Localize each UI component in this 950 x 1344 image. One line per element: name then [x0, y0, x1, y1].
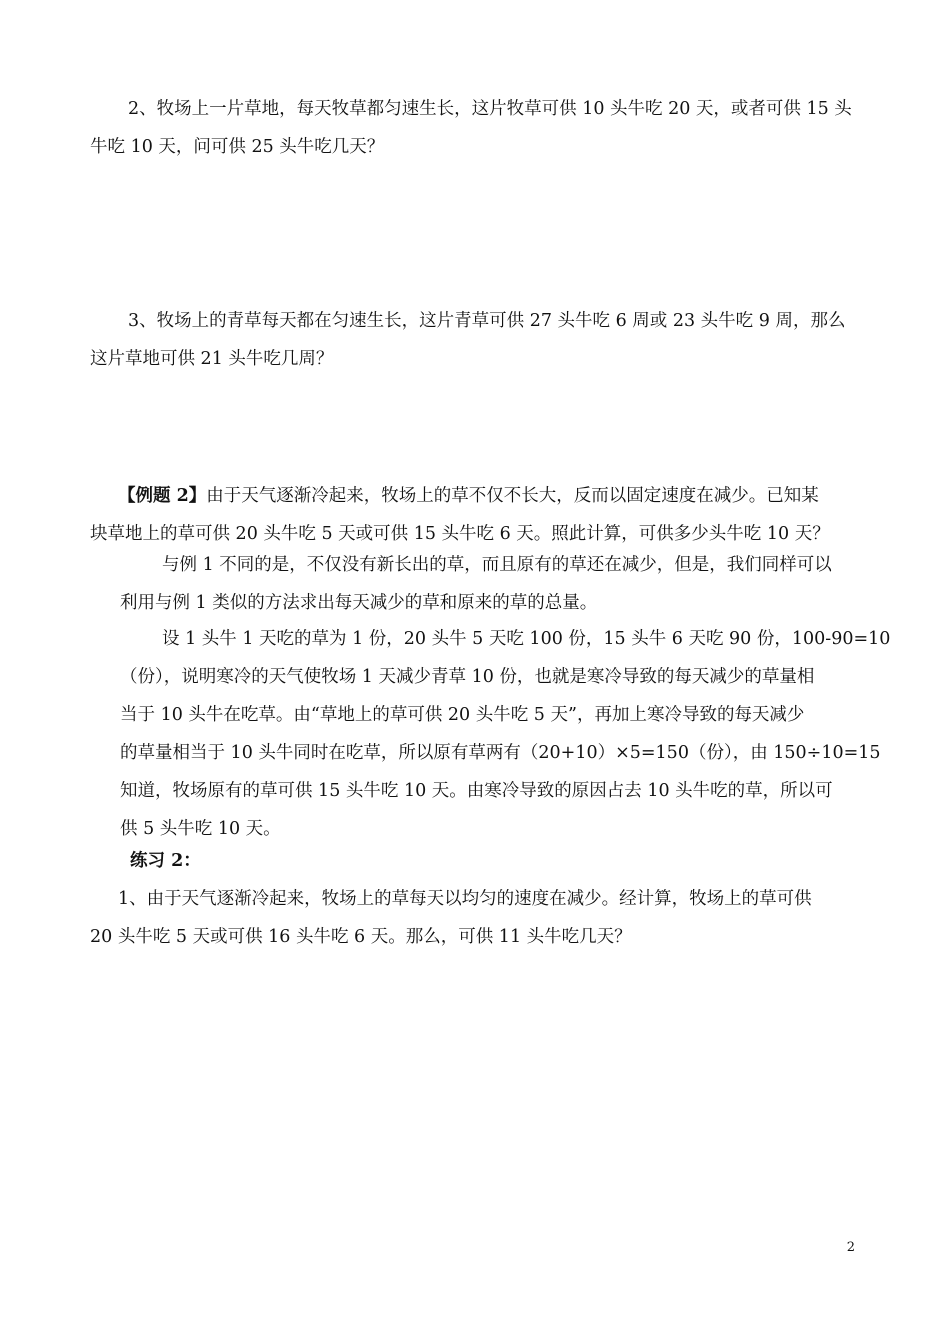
- explanation-2-line-6: 供 5 头牛吃 10 天。: [120, 819, 281, 839]
- explanation-1-line-1: 与例 1 不同的是，不仅没有新长出的草，而且原有的草还在减少，但是，我们同样可以: [162, 555, 832, 575]
- example-2-label: 【例题 2】: [118, 486, 207, 506]
- example-2-line-1: [90, 477, 865, 515]
- explanation-1-line-2: 利用与例 1 类似的方法求出每天减少的草和原来的草的总量。: [120, 593, 598, 613]
- problem-3: [90, 302, 865, 378]
- explanation-paragraph-1: [90, 546, 865, 622]
- page-number: 2: [846, 1240, 855, 1255]
- example-2-text-1: 由于天气逐渐冷起来，牧场上的草不仅不长大，反而以固定速度在减少。已知某: [206, 486, 819, 506]
- problem-2-line-2: 牛吃 10 天，问可供 25 头牛吃几天？: [90, 137, 385, 157]
- explanation-paragraph-2: [90, 620, 891, 848]
- explanation-2-line-5: 知道，牧场原有的草可供 15 头牛吃 10 天。由寒冷导致的原因占去 10 头牛吃的草，所以可: [120, 781, 833, 801]
- explanation-2-line-3: 当于 10 头牛在吃草。由“草地上的草可供 20 头牛吃 5 天”，再加上寒冷导致的每天减少: [120, 705, 805, 725]
- explanation-2-line-1: 设 1 头牛 1 天吃的草为 1 份，20 头牛 5 天吃 100 份，15 头牛 6 天吃 90 份，100-90=10: [162, 629, 891, 649]
- problem-3-line-1: 3、牧场上的青草每天都在匀速生长，这片青草可供 27 头牛吃 6 周或 23 头牛吃 9 周，那么: [128, 311, 846, 331]
- practice-2: [90, 842, 865, 956]
- practice-2-heading: 练习 2：: [130, 851, 201, 871]
- example-2-line-2: 块草地上的草可供 20 头牛吃 5 天或可供 15 头牛吃 6 天。照此计算，可供多少头牛吃 10 天？: [90, 524, 830, 544]
- practice-2-line-2: 20 头牛吃 5 天或可供 16 头牛吃 6 天。那么，可供 11 头牛吃几天？: [90, 927, 632, 947]
- practice-2-line-1: 1、由于天气逐渐冷起来，牧场上的草每天以均匀的速度在减少。经计算，牧场上的草可供: [118, 889, 812, 909]
- example-2: [90, 477, 865, 553]
- explanation-2-line-4: 的草量相当于 10 头牛同时在吃草，所以原有草两有（20+10）×5=150（份），由 150÷10=15: [120, 743, 881, 763]
- problem-2-line-1: 2、牧场上一片草地，每天牧草都匀速生长，这片牧草可供 10 头牛吃 20 天，或者可供 15 头: [128, 99, 852, 119]
- problem-2: [90, 90, 865, 166]
- explanation-2-line-2: （份），说明寒冷的天气使牧场 1 天减少青草 10 份，也就是寒冷导致的每天减少的草量相: [120, 667, 815, 687]
- problem-3-line-2: 这片草地可供 21 头牛吃几周？: [90, 349, 334, 369]
